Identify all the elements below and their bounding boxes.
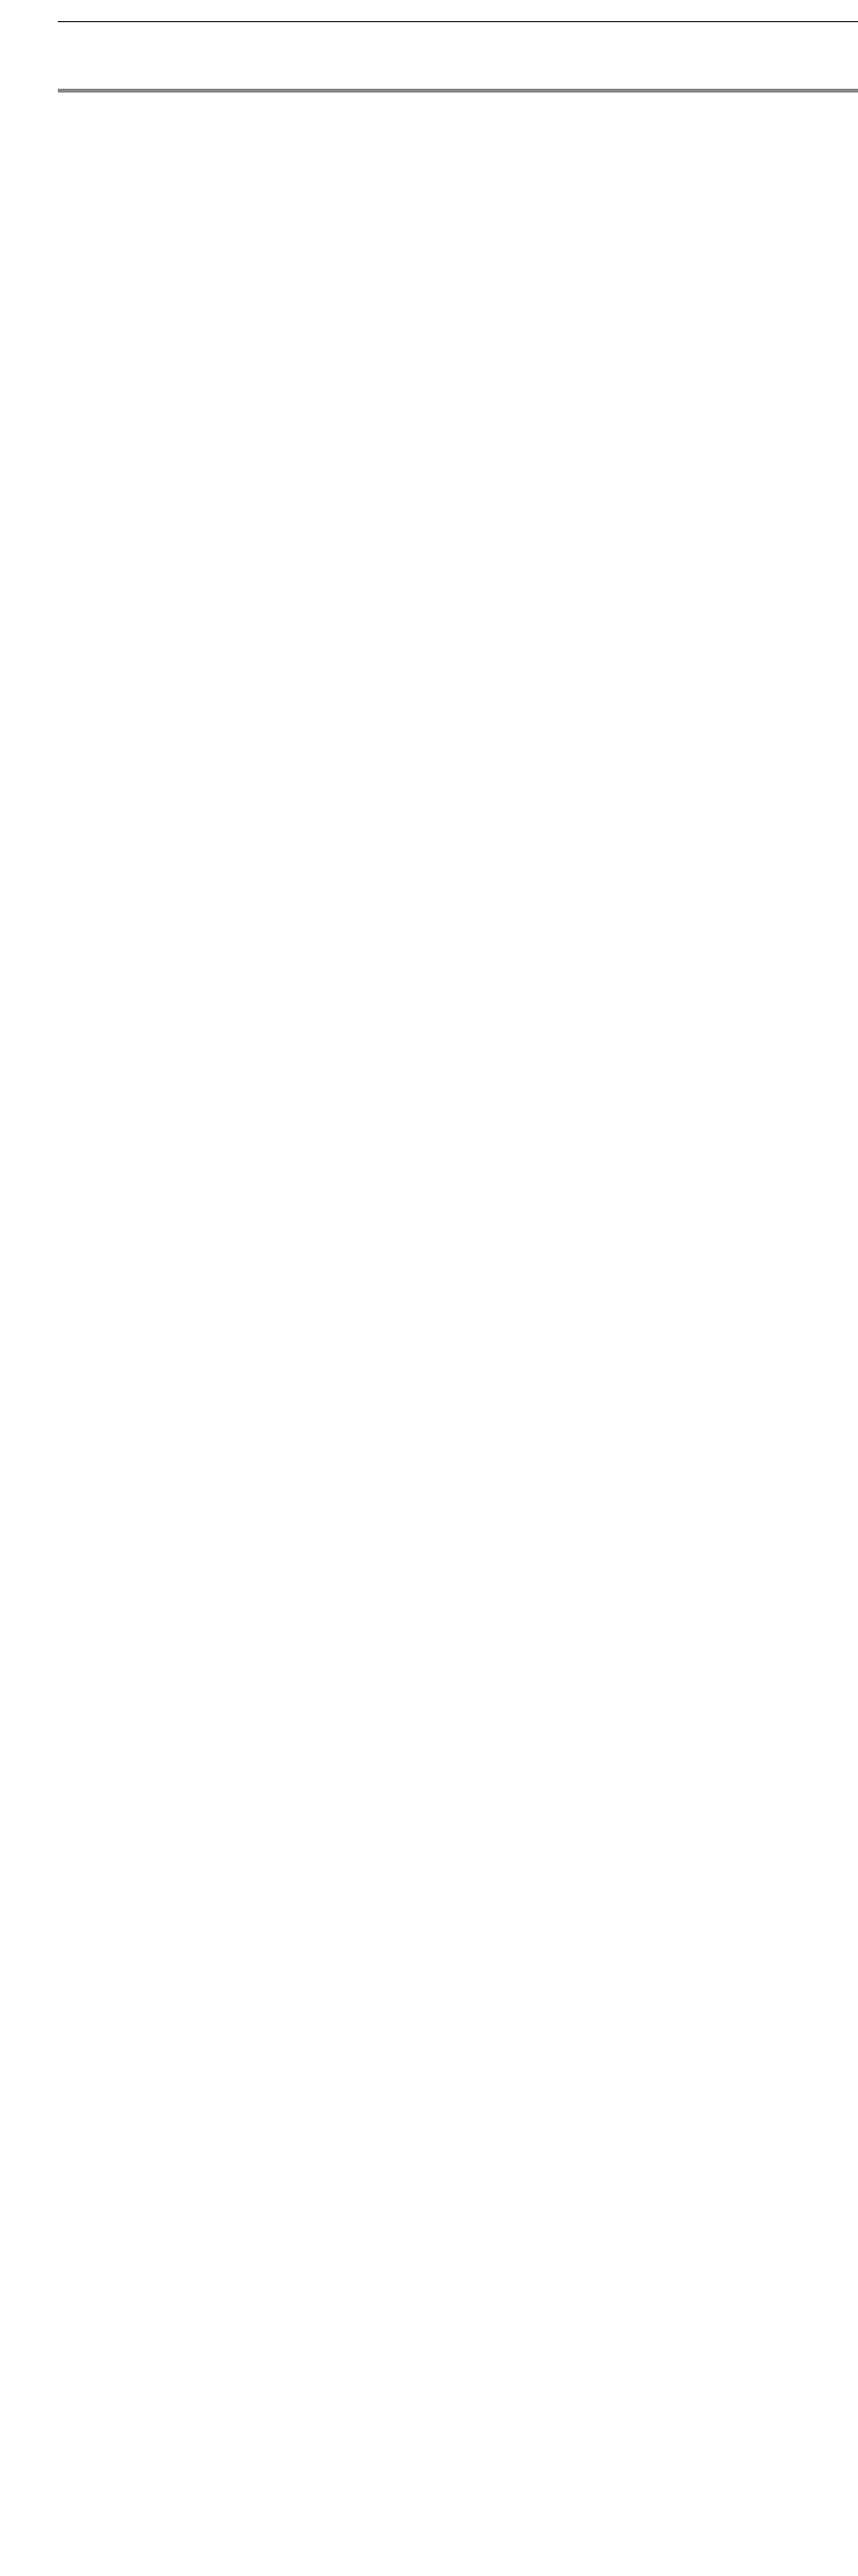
ruler-axis — [58, 21, 858, 22]
cytoband-band — [58, 89, 858, 93]
